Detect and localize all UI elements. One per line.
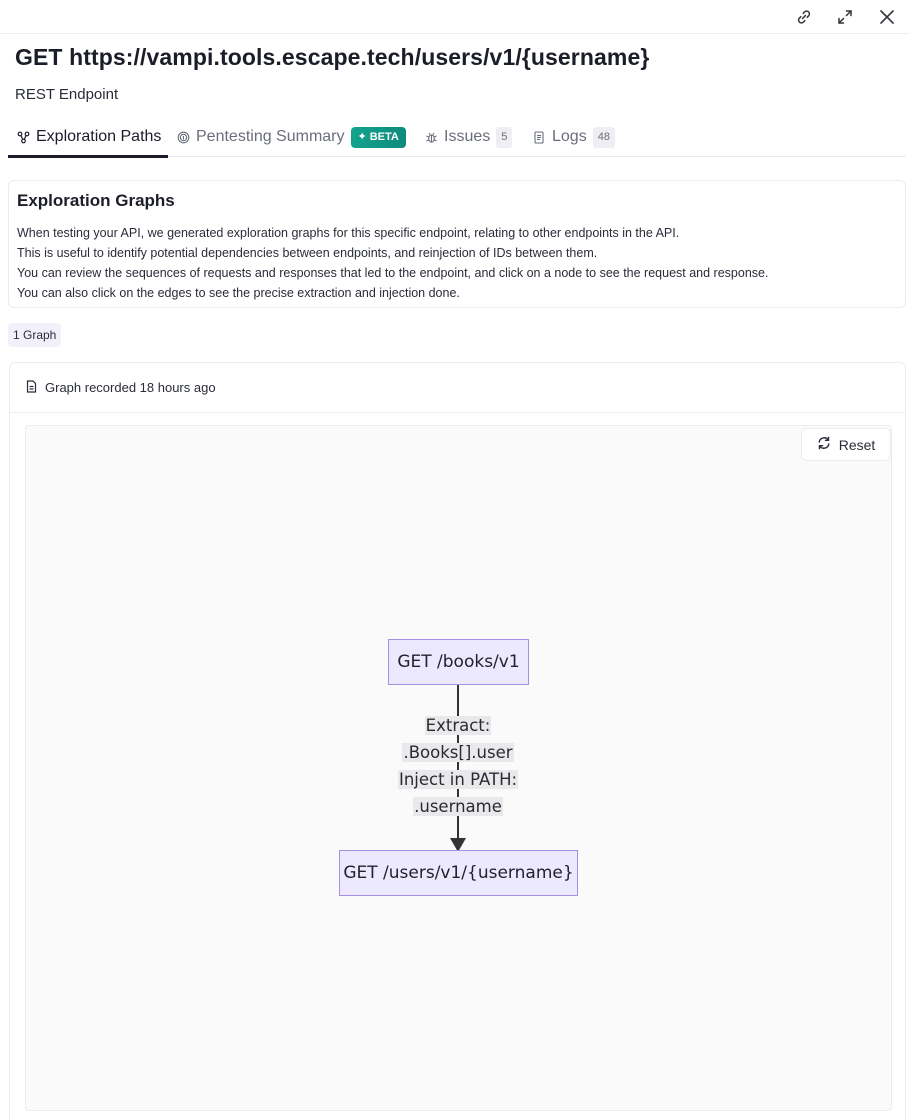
file-icon — [26, 380, 37, 396]
graph-count-badge[interactable]: 1 Graph — [8, 323, 61, 347]
description-line: You can review the sequences of requests and responses that led to the endpoint, and click on a node to see the request and response. — [17, 266, 769, 280]
edge-label-line: .Books[].user — [403, 743, 513, 762]
reset-label: Reset — [838, 436, 876, 453]
tab-label: Pentesting Summary — [196, 128, 345, 145]
description-line: You can also click on the edges to see the precise extraction and injection done. — [17, 286, 460, 300]
endpoint-type: REST Endpoint — [15, 86, 119, 103]
expand-icon[interactable] — [834, 6, 856, 28]
edge-label-line: Extract: — [425, 716, 491, 735]
logs-count: 48 — [593, 127, 615, 148]
description-line: This is useful to identify potential dependencies between endpoints, and reinjection of IDs between them. — [17, 246, 598, 260]
window-toolbar — [0, 0, 909, 34]
document-icon — [532, 130, 546, 144]
graph-header — [10, 363, 905, 413]
section-heading: Exploration Graphs — [17, 191, 175, 210]
active-tab-indicator — [8, 155, 168, 158]
sparkle-icon: ✦ — [357, 130, 367, 143]
tab-bar — [8, 117, 906, 157]
graph-node-target[interactable]: GET /users/v1/{username} — [339, 850, 578, 896]
graph-recorded-time: Graph recorded 18 hours ago — [45, 380, 216, 395]
graph-node-source[interactable]: GET /books/v1 — [388, 639, 529, 685]
description-line: When testing your API, we generated exploration graphs for this specific endpoint, relating to other endpoints in the API. — [17, 226, 680, 240]
tab-label: Issues — [444, 128, 491, 145]
graph-icon — [16, 130, 30, 144]
bug-icon — [424, 130, 438, 144]
exploration-info-card — [8, 180, 906, 308]
tab-pentesting-summary[interactable] — [176, 117, 406, 157]
tab-exploration-paths[interactable] — [16, 117, 161, 157]
tab-logs[interactable] — [532, 117, 615, 157]
close-icon[interactable] — [876, 6, 898, 28]
badge-label: BETA — [369, 130, 399, 143]
edge-label-line: .username — [414, 797, 502, 816]
tab-label: Logs — [552, 128, 587, 145]
section-description — [17, 223, 768, 303]
endpoint-title: GET https://vampi.tools.escape.tech/users/v1/{username} — [15, 44, 650, 70]
tab-label: Exploration Paths — [36, 128, 162, 145]
link-icon[interactable] — [793, 6, 815, 28]
edge-label-line: Inject in PATH: — [398, 770, 518, 789]
graph-canvas[interactable] — [25, 425, 892, 1111]
beta-badge — [351, 127, 406, 148]
issues-count: 5 — [496, 127, 512, 148]
graph-edge-label[interactable] — [378, 712, 538, 820]
fingerprint-icon — [176, 130, 190, 144]
tab-issues[interactable] — [424, 117, 512, 157]
graph-card — [9, 362, 906, 1120]
